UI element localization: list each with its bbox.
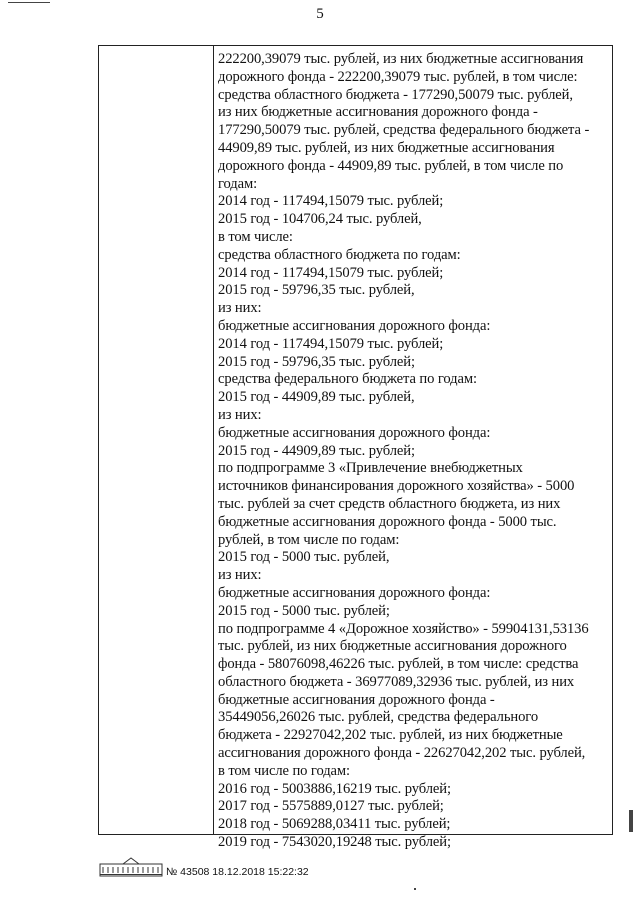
text-line: 2014 год - 117494,15079 тыс. рублей; (218, 264, 444, 281)
text-line: ассигнования дорожного фонда - 22627042,202 тыс. рублей, (218, 745, 586, 762)
scan-artifact (8, 2, 50, 3)
column-divider (213, 46, 214, 834)
text-line: 2015 год - 59796,35 тыс. рублей, (218, 282, 415, 299)
text-line: бюджетные ассигнования дорожного фонда: (218, 584, 491, 601)
text-line: источников финансирования дорожного хозяйства» - 5000 (218, 478, 575, 495)
text-line: бюджетные ассигнования дорожного фонда - 5000 тыс. (218, 513, 557, 530)
text-line: 2014 год - 117494,15079 тыс. рублей; (218, 335, 444, 352)
text-line: в том числе по годам: (218, 762, 351, 779)
text-line: тыс. рублей за счет средств областного бюджета, из них (218, 495, 561, 512)
text-line: 222200,39079 тыс. рублей, из них бюджетные ассигнования (218, 51, 584, 67)
text-line: в том числе: (218, 228, 293, 245)
text-line: средства областного бюджета - 177290,50079 тыс. рублей, (218, 86, 573, 103)
text-line: областного бюджета - 36977089,32936 тыс. рублей, из них (218, 673, 575, 690)
text-line: 177290,50079 тыс. рублей, средства федерального бюджета - (218, 122, 590, 139)
text-line: 2018 год - 5069288,03411 тыс. рублей; (218, 816, 451, 833)
text-line: 2015 год - 104706,24 тыс. рублей, (218, 211, 422, 228)
text-line: 2014 год - 117494,15079 тыс. рублей; (218, 193, 444, 210)
text-line: 2015 год - 44909,89 тыс. рублей, (218, 389, 415, 406)
text-line: средства областного бюджета по годам: (218, 246, 461, 263)
text-line: по подпрограмме 4 «Дорожное хозяйство» - 59904131,53136 (218, 620, 589, 637)
text-line: фонда - 58076098,46226 тыс. рублей, в том числе: средства (218, 656, 579, 673)
text-line: 2015 год - 5000 тыс. рублей; (218, 602, 390, 619)
registry-stamp-logo (99, 856, 163, 878)
registration-number: № 43508 18.12.2018 15:22:32 (166, 866, 309, 878)
text-line: 2015 год - 44909,89 тыс. рублей; (218, 442, 415, 459)
table-cell-funding-text (218, 51, 608, 852)
text-line: бюджетные ассигнования дорожного фонда - (218, 691, 495, 708)
text-line: 35449056,26026 тыс. рублей, средства федерального (218, 709, 539, 726)
text-line: из них бюджетные ассигнования дорожного фонда - (218, 104, 538, 121)
text-line: дорожного фонда - 222200,39079 тыс. рублей, в том числе: (218, 68, 578, 85)
text-line: из них: (218, 567, 262, 584)
scan-artifact (629, 810, 633, 832)
text-line: бюджетные ассигнования дорожного фонда: (218, 424, 491, 441)
text-line: бюджета - 22927042,202 тыс. рублей, из них бюджетные (218, 727, 563, 744)
text-line: рублей, в том числе по годам: (218, 531, 400, 548)
text-line: 2015 год - 59796,35 тыс. рублей; (218, 353, 415, 370)
text-line: дорожного фонда - 44909,89 тыс. рублей, в том числе по (218, 157, 564, 174)
scan-artifact (414, 888, 416, 890)
text-line: по подпрограмме 3 «Привлечение внебюджетных (218, 460, 523, 477)
text-line: 2016 год - 5003886,16219 тыс. рублей; (218, 780, 451, 797)
text-line: годам: (218, 175, 258, 192)
text-line: 2019 год - 7543020,19248 тыс. рублей; (218, 834, 451, 851)
page-number: 5 (316, 6, 324, 22)
text-line: 2017 год - 5575889,0127 тыс. рублей; (218, 798, 444, 815)
text-line: 44909,89 тыс. рублей, из них бюджетные ассигнования (218, 139, 555, 156)
text-line: тыс. рублей, из них бюджетные ассигнования дорожного (218, 638, 567, 655)
text-line: средства федерального бюджета по годам: (218, 371, 477, 388)
text-line: из них: (218, 406, 262, 423)
text-line: бюджетные ассигнования дорожного фонда: (218, 317, 491, 334)
text-line: из них: (218, 300, 262, 317)
document-table (98, 45, 613, 851)
text-line: 2015 год - 5000 тыс. рублей, (218, 549, 390, 566)
